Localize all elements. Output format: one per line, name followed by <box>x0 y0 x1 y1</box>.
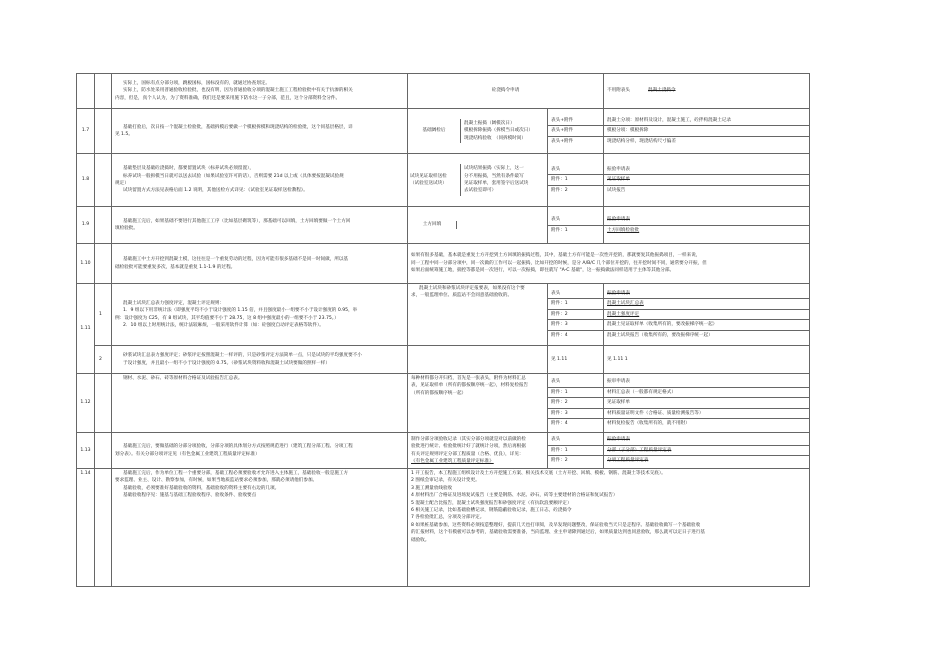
row-right: 如果有很多基础，基本就是重复土方开挖到土方回填的振捣过程，其中，基础土方有可能是一次性开挖的，那就要复其他振捣项目，一样来说， 同一工程中同一分部分项中，同一次做的工作可以一起振捣，比如开挖的时候，是分 A/B/C 几个部位开挖的，往开挖时间不同，通常要分开振，但 如果后面统筹施工地，揣控等都是同一次进行，可以一次振捣，即往就写 "A-C 基础"，这一振捣做法同样适用于主体等其他分部。 <box>408 244 810 284</box>
row-mid: 土方回填 <box>408 207 548 244</box>
row-content: 基础打验后，次日按一个混凝土检验批，基础拆模后要做一个模板拆模和现浇结构的检验批，这个同基层格层，详 见 1.5。 <box>112 109 408 154</box>
table-row: 1.14 基础施工完后，作为单位工程一个重要分部，基础工程必须要验收才允许进入主体施工，基础验收一般是施工方 要求监理、业主、设计、勘察参加，有时候，如果当地质监站要求必须参加，那就必须请他们参加。 基础验收，必须要准好基础验收的资料，基础验收的资料主要有右边的几项。 基础验收程序见：施基与基础工程验收程序、验收条件、验收要点 1 开工报告，本工程施工组织设计及土方开挖施工方案、相关技术交底（土方开挖、回填、模板、钢筋、混凝土等技术交底）。 2 图纸会审记录，有关设计变更。 3 施工测量放线验收 4 原材料出厂合格证及进场复试报告（主要是钢筋、水泥、砂石，砖等主要建材的合格证和复试报告） 5 混凝土配合比报告，混凝土试块强度报告和砂强度评定（有抗软浪要额评定） 6 相关施工记录，比如基础验槽记录，钢筋隐蔽验收记录，施工日志，砼浇捣令 7 各检验批汇总，分项及分部评定。 8 如果桩基础参加，这些资料必须按造整理好，提前几天也打审阅，及早发现问题整改，保证验收当天只是走程序。基础验收做写一个基础验收 的汇报材料，这个有模板可以参考的，基础验收需要准备，当向监理、业主申请降到通过后，如果质量达到也同意验收，那么就可以定日子进行基 础验收。 <box>77 469 810 587</box>
row-content: 砂浆试块汇总表力强度评定；砂浆评定按照混凝土一样评的，只是砂浆评定方法简单一点，只是试块的平均强度要不小 于设计强度，并且最小一组不小于设计强度的 0.75。（砂浆试块资料收和混凝土试块要做的照样一样） <box>112 346 408 374</box>
row-content: 钢材、水泥、砂石、砖等原材料合格证及试验报告汇总表。 <box>112 374 408 433</box>
row-mid: 基础阔检后 混凝土振捣（阔模次日） 模板拆除振捣（拆模当日或次日） 现浇结构验收 （同拆模时间） <box>408 109 548 154</box>
row-content: 基础施工完后，如果基础不要进行其他施工工序（比如基层砌筑等），那基础可以回填，土方回填要做一个土方回 填检验批。 <box>112 207 408 244</box>
row-mid: 制作分部分项验收记录（其实分部分项就是对以前做的检 验批进行统计、检验批统计好了就统计分项，然后再根据 有关评定规则评定分部工程质量（合格、优良），详见： 《有色金属工业建筑工程质量评定标准》 <box>408 433 548 469</box>
table-row: 2 砂浆试块汇总表力强度评定；砂浆评定按照混凝土一样评的，只是砂浆评定方法简单一点，只是试块的平均强度要不小 于设计强度，并且最小一组不小于设计强度的 0.75。（砂浆试块资料收和混凝土试块要做的照样一样） 见 1.11 见 1.11 1 <box>77 346 810 374</box>
row-right: 1 开工报告，本工程施工组织设计及土方开挖施工方案、相关技术交底（土方开挖、回填、模板、钢筋、混凝土等技术交底）。 2 图纸会审记录，有关设计变更。 3 施工测量放线验收 4 原材料出厂合格证及进场复试报告（主要是钢筋、水泥、砂石，砖等主要建材的合格证和复试报告） 5 混凝土配合比报告，混凝土试块强度报告和砂强度评定（有抗软浪要额评定） 6 相关施工记录，比如基础验槽记录，钢筋隐蔽验收记录，施工日志，砼浇捣令 7 各检验批汇总，分项及分部评定。 8 如果桩基础参加，这些资料必须按造整理好，提前几天也打审阅，及早发现问题整改，保证验收当天只是走程序。基础验收做写一个基础验收 的汇报材料，这个有模板可以参考的，基础验收需要准备，当向监理、业主申请降到通过后，如果质量达到也同意验收，那么就可以定日子进行基 础验收。 <box>408 469 810 587</box>
row-content: 基础施工中土方开挖到混凝土模，这往往是一个重复劳动的过程，因为可能有很多基础不是同一时间做，所以基 础检验批可能要重复多次，基本就是重复 1.1-1.9 的过程。 <box>112 244 408 284</box>
row-content: 基础施工完后，要做基础的分部分项验收，分部分项的具体划分方式按照规范进行（建筑工程分部工程、分项工程 划分表）。有关分部分项评定见（有色金属工业建筑工程质量评定标准） <box>112 433 408 469</box>
table-row: 1.12 钢材、水泥、砂石、砖等原材料合格证及试验报告汇总表。 每种材料都分开归档，首先是一张表头，附件为材料汇总 表，见证取样单（所有的都按顺序统一起），材料复检报告 （所有的都按顺序统一起） 表头 附件：1 附件：2 附件：3 附件：4 振审申请表 材料汇总表（一般都有规定格式） 见证取样单 材料质量证明文件（合格证、质量检测报告等） 材料复检报告（收集所有的，就不用附） <box>77 374 810 433</box>
row-mid: 试块见证取样送检 （试验室送试块） 试块结果振捣（实际上，这一 分不用振捣，当然有条件最写 见证取样单，套用签字后送试块 去试验室即可） <box>408 154 548 207</box>
row-content: 混凝土试块汇总表力强度评定，混凝土评定规则： 1．9 组以下用非统计法（即强度平均不小于设计强度的 1.15 倍，并且强度最小一组要不小于设计强度的 0.95，举 例：设计强度为 C25，有 8 组试块，其平均值要不小于 28.75，这 8 组中强度最小的一组要不小于 23.75。） 2．10 组以上时用统计法，统计法较麻烦，一般采用软件计算（如：砼强度自动评定表格等软件）。 <box>112 284 408 346</box>
table-row: 1.13 基础施工完后，要做基础的分部分项验收，分部分项的具体划分方式按照规范进行（建筑工程分部工程、分项工程 划分表）。有关分部分项评定见（有色金属工业建筑工程质量评定标准） 制作分部分项验收记录（其实分部分项就是对以前做的检 验批进行统计、检验批统计好了就统计分项，然后再根据 有关评定规则评定分部工程质量（合格、优良），详见： 《有色金属工业建筑工程质量评定标准》 表头 附件：1 附件：2 振验申请表 分部（子分部）工程质量评定表 分项工程质量评定表 <box>77 433 810 469</box>
row-content: 基础施工完后，作为单位工程一个重要分部，基础工程必须要验收才允许进入主体施工，基础验收一般是施工方 要求监理、业主、设计、勘察参加，有时候，如果当地质监站要求必须参加，那就必须请他们参加。 基础验收，必须要准好基础验收的资料，基础验收的资料主要有右边的几项。 基础验收程序见：施基与基础工程验收程序、验收条件、验收要点 <box>112 469 408 587</box>
table-row: 1.8 基础垫层及基础砼浇捣时，都要留置试块（标养试块必须留置）， 标养试块一般拆模当日就可以送去试验（如果试验室许可的话），否则需要 21d 以上或（具体要按混凝试验规 规定） 试块留置方式方法见表格后面 1.2 说明，其他送检方式详见：《试验室见证取样送检教程》。 试块见证取样送检 （试验室送试块） 试块结果振捣（实际上，这一 分不用振捣，当然有条件最写 见证取样单，套用签字后送试块 去试验室即可） 表头 附件：1 附件：2 振验申请表 见证取样单 试块报告 <box>77 154 810 207</box>
table-row: 1.9 基础施工完后，如果基础不要进行其他施工工序（比如基层砌筑等），那基础可以回填，土方回填要做一个土方回 填检验批。 土方回填 表头 附件：1 报验申请表 土方回填检验批 <box>77 207 810 244</box>
row-mid: 砼浇捣令申请 <box>408 74 604 109</box>
table-row: 1.10 基础施工中土方开挖到混凝土模，这往往是一个重复劳动的过程，因为可能有很多基础不是同一时间做，所以基 础检验批可能要重复多次，基本就是重复 1.1-1.9 的过程。 如果有很多基础，基本就是重复土方开挖到土方回填的振捣过程，其中，基础土方有可能是一次性开挖的，那就要复其他振捣项目，一样来说， 同一工程中同一分部分项中，同一次做的工作可以一起振捣，比如开挖的时候，是分 A/B/C 几个部位开挖的，往开挖时间不同，通常要分开振，但 如果后面统筹施工地，揣控等都是同一次进行，可以一次振捣，即往就写 "A-C 基础"，这一振捣做法同样适用于主体等其他分部。 <box>77 244 810 284</box>
table-row: 1.7 基础打验后，次日按一个混凝土检验批，基础拆模后要做一个模板拆模和现浇结构的检验批，这个同基层格层，详 见 1.5。 基础阔检后 混凝土振捣（阔模次日） 模板拆除振捣（拆模当日或次日） 现浇结构验收 （同拆模时间） 表头+附件 表头+附件 表头+附件 混凝土分项：原材料及设计，混凝土施工，砼拌构混凝土记录 模板分项：模板拆除 现浇结构分样，现浇结构尺寸偏差 <box>77 109 810 154</box>
process-table <box>76 73 810 587</box>
table-row: 1.11 1 混凝土试块汇总表力强度评定，混凝土评定规则： 1．9 组以下用非统计法（即强度平均不小于设计强度的 1.15 倍，并且强度最小一组要不小于设计强度的 0.95，举 例：设计强度为 C25，有 8 组试块，其平均值要不小于 28.75，这 8 组中强度最小的一组要不小于 23.75。） 2．10 组以上时用统计法，统计法较麻烦，一般采用软件计算（如：砼强度自动评定表格等软件）。 混凝土试块和砂浆试块评定报要表，如果没有这个要 求，一般监理单位、质监站不会同意基础验收的。 表头 附件：1 附件：2 附件：3 附件：4 振验申请表 混凝土试块汇总表 混凝土强度评定 混凝土见证取样单（收集所有的，要改振梯序统一起） 混凝土试块报告（收集所有的，要改振梯序统一起） <box>77 284 810 346</box>
row-mid: 每种材料都分开归档，首先是一张表头，附件为材料汇总 表，见证取样单（所有的都按顺序统一起），材料复检报告 （所有的都按顺序统一起） <box>408 374 548 433</box>
table-row <box>77 74 810 109</box>
row-content: 实际上，国标有点分部分项，跳板国标，国标没有的，就通过协查划定。 实际上，防水处采用普通验收检验批，也没有明，因为普通验收分项的混凝土施工工程检验批中有关于抗渗的相关 内容，但是，真个人认为，为了资料准确，我们还是要采用施下防水这一子分部，范且，这个分部资料全分件。 <box>112 74 408 109</box>
row-content: 基础垫层及基础砼浇捣时，都要留置试块（标养试块必须留置）， 标养试块一般拆模当日就可以送去试验（如果试验室许可的话），否则需要 21d 以上或（具体要按混凝试验规 规定） 试块留置方式方法见表格后面 1.2 说明，其他送检方式详见：《试验室见证取样送检教程》。 <box>112 154 408 207</box>
row-right: 不用附表头 混凝土浇捣令 <box>604 74 810 109</box>
row-mid: 混凝土试块和砂浆试块评定报要表，如果没有这个要 求，一般监理单位、质监站不会同意基础验收的。 <box>408 284 548 346</box>
